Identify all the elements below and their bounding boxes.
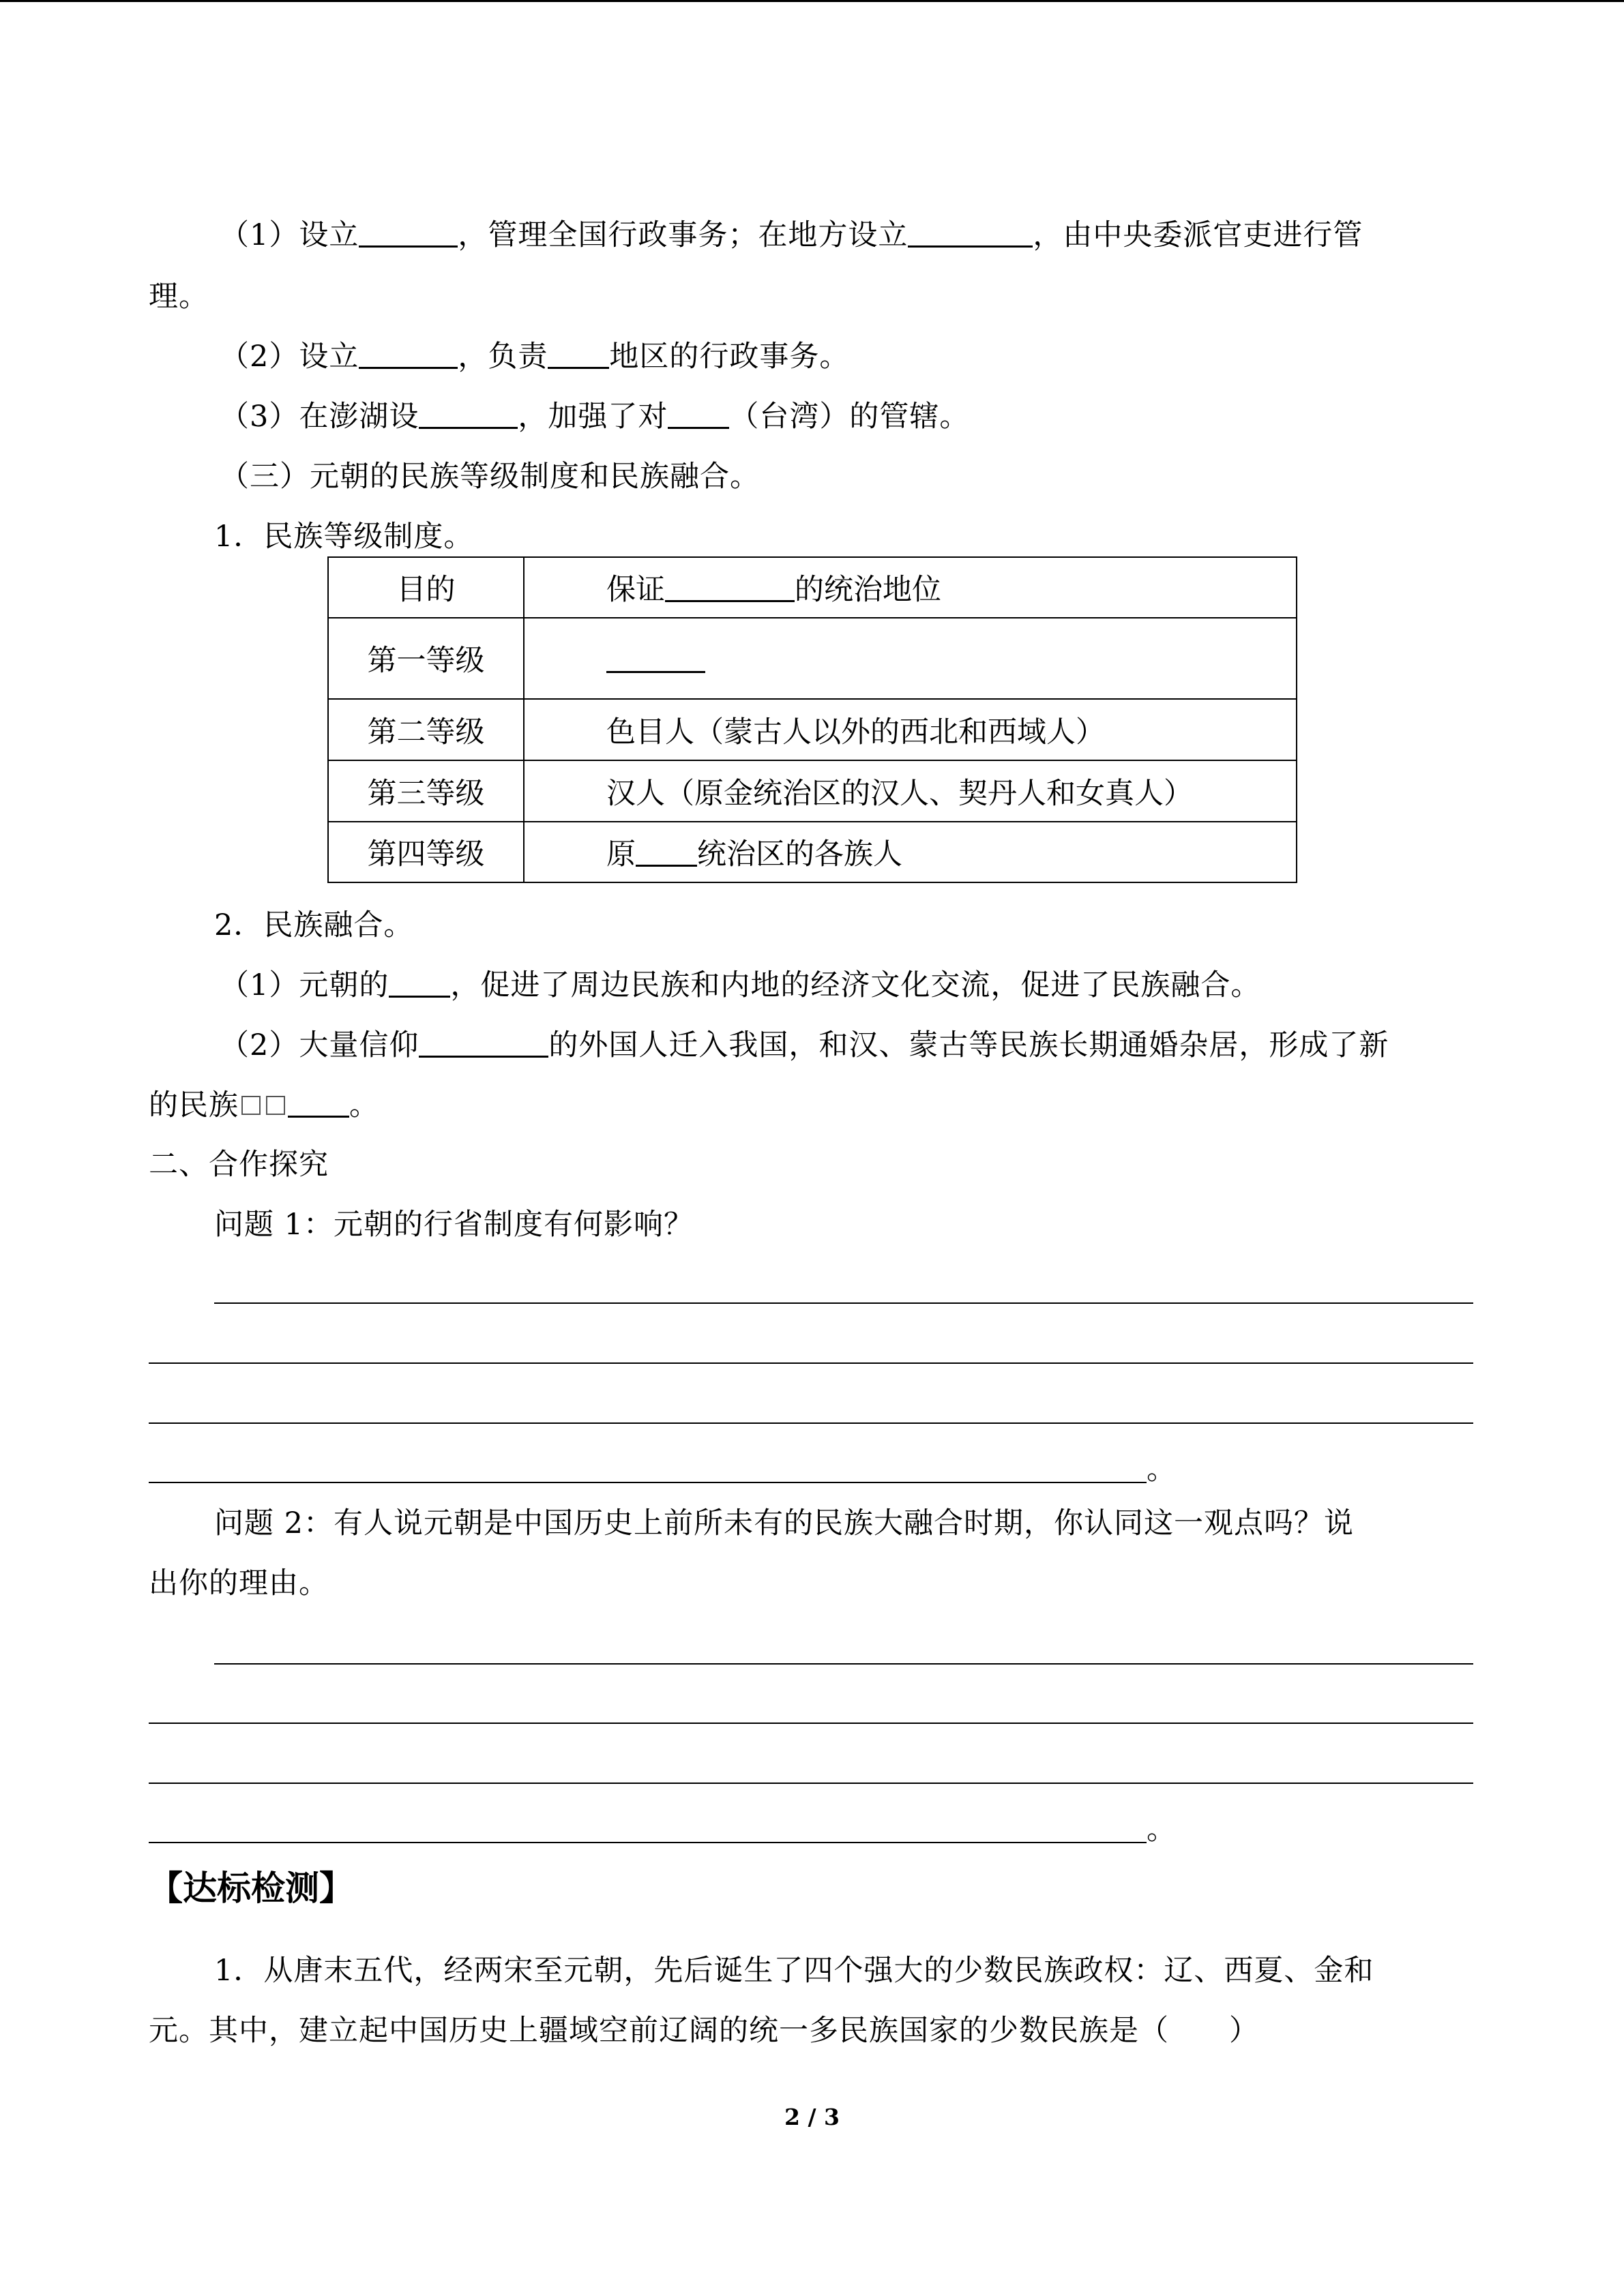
cell-text-a: 保证 — [606, 573, 665, 607]
answer-line[interactable] — [149, 1422, 1473, 1424]
blank-field[interactable] — [419, 1024, 548, 1058]
answer-line[interactable] — [149, 1482, 1147, 1483]
table-row — [328, 760, 1297, 822]
fusion-item-2-continuation — [149, 1082, 379, 1129]
item-1-line — [220, 211, 1363, 259]
table-cell-label: 目的 — [328, 557, 524, 618]
item-3-line — [220, 393, 969, 441]
blank-field[interactable] — [665, 569, 795, 602]
answer-line[interactable] — [149, 1842, 1147, 1843]
blank-field[interactable] — [668, 396, 729, 429]
blank-field[interactable] — [636, 833, 697, 867]
blank-field[interactable] — [606, 640, 705, 673]
table-cell-value: 汉人（原金统治区的汉人、契丹人和女真人） — [524, 760, 1297, 822]
answer-line[interactable] — [214, 1302, 1473, 1304]
item-3-text-a: （3）在澎湖设 — [220, 400, 419, 434]
item-3-text-c: （台湾）的管辖。 — [729, 400, 970, 434]
table-row — [328, 557, 1297, 618]
subsection-1-heading: 1．民族等级制度。 — [214, 520, 474, 554]
table-row — [328, 618, 1297, 699]
item-1-continuation: 理。 — [149, 280, 209, 314]
page-number: 2 / 3 — [784, 2104, 840, 2130]
table-cell-label: 第三等级 — [328, 760, 524, 822]
fusion-1-text-a: （1）元朝的 — [220, 968, 389, 1002]
cell-text-b: 统治区的各族人 — [697, 837, 902, 871]
exercise-1-continuation: 元。其中，建立起中国历史上疆域空前辽阔的统一多民族国家的少数民族是（ ） — [149, 2014, 1259, 2048]
item-1-text-a: （1）设立 — [220, 218, 359, 252]
table-cell-value — [524, 822, 1297, 882]
blank-field[interactable] — [908, 214, 1033, 248]
fusion-2-text-c: 的民族 — [149, 1088, 239, 1122]
blank-field[interactable] — [419, 396, 518, 429]
table-row — [328, 699, 1297, 760]
item-2-text-a: （2）设立 — [220, 340, 359, 374]
answer-line[interactable] — [149, 1362, 1473, 1364]
blank-field[interactable] — [359, 336, 458, 369]
top-border-line — [0, 0, 1624, 2]
fusion-2-text-a: （2）大量信仰 — [220, 1028, 419, 1062]
placeholder-box-glyph — [241, 1096, 261, 1115]
table-row — [328, 822, 1297, 882]
question-2: 问题 2：有人说元朝是中国历史上前所未有的民族大融合时期，你认同这一观点吗？说 — [214, 1506, 1355, 1540]
item-1-text-b: ，管理全国行政事务；在地方设立 — [458, 218, 909, 252]
fusion-item-2 — [220, 1022, 1389, 1069]
blank-field[interactable] — [359, 214, 458, 248]
section-2-heading: 二、合作探究 — [149, 1148, 329, 1182]
cell-text-b: 的统治地位 — [795, 573, 941, 607]
assessment-heading: 【达标检测】 — [149, 1868, 353, 1908]
table-cell-value: 色目人（蒙古人以外的西北和西域人） — [524, 699, 1297, 760]
answer-end-period: 。 — [1147, 1452, 1176, 1487]
answer-line[interactable] — [214, 1663, 1473, 1665]
question-1: 问题 1：元朝的行省制度有何影响？ — [214, 1208, 694, 1242]
table-cell-label: 第四等级 — [328, 822, 524, 882]
blank-field[interactable] — [288, 1084, 349, 1118]
blank-field[interactable] — [548, 336, 609, 369]
item-2-line — [220, 333, 849, 381]
placeholder-box-glyph — [266, 1096, 285, 1115]
table-cell-label: 第一等级 — [328, 618, 524, 699]
answer-line[interactable] — [149, 1723, 1473, 1724]
exercise-1: 1．从唐末五代，经两宋至元朝，先后诞生了四个强大的少数民族政权：辽、西夏、金和 — [214, 1954, 1374, 1988]
item-2-text-b: ，负责 — [458, 340, 548, 374]
fusion-2-text-d: 。 — [349, 1088, 379, 1122]
fusion-2-text-b: 的外国人迁入我国，和汉、蒙古等民族长期通婚杂居，形成了新 — [548, 1028, 1389, 1062]
answer-end-period: 。 — [1147, 1813, 1176, 1847]
section-3-heading: （三）元朝的民族等级制度和民族融合。 — [220, 460, 760, 494]
item-2-text-c: 地区的行政事务。 — [609, 340, 850, 374]
fusion-1-text-b: ，促进了周边民族和内地的经济文化交流，促进了民族融合。 — [450, 968, 1261, 1002]
item-3-text-b: ，加强了对 — [518, 400, 668, 434]
fusion-item-1 — [220, 961, 1260, 1009]
item-1-text-c: ，由中央委派官吏进行管 — [1033, 218, 1363, 252]
answer-line[interactable] — [149, 1783, 1473, 1784]
cell-text-a: 原 — [606, 837, 636, 871]
blank-field[interactable] — [389, 964, 450, 998]
table-cell-value — [524, 557, 1297, 618]
ethnic-grade-table — [327, 556, 1297, 883]
table-cell-label: 第二等级 — [328, 699, 524, 760]
subsection-2-heading: 2．民族融合。 — [214, 908, 414, 942]
table-cell-value — [524, 618, 1297, 699]
question-2-continuation: 出你的理由。 — [149, 1566, 329, 1600]
